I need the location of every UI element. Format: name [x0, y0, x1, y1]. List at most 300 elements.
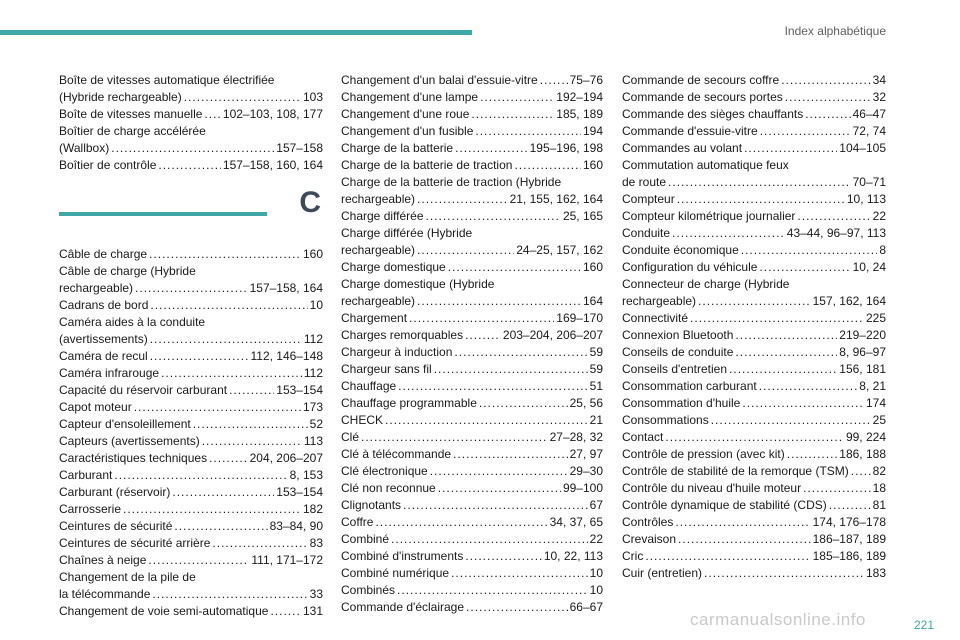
index-entry-label: Changement d'une roue: [341, 107, 470, 121]
index-entry-line: [622, 123, 886, 140]
index-entry-pages: 10: [589, 583, 603, 597]
index-group-c: [59, 246, 323, 620]
index-entry-pages: 32: [872, 90, 886, 104]
index-entry: [341, 361, 603, 378]
index-entry-label: Contrôle dynamique de stabilité (CDS): [622, 498, 827, 512]
index-entry-pages: 34: [872, 73, 886, 87]
dot-leader: [479, 395, 568, 412]
index-entry: [59, 416, 323, 433]
index-entry-pages: 173: [302, 400, 323, 414]
index-entry-line: [341, 191, 603, 208]
index-entry-line: [341, 565, 603, 582]
index-entry-line: [59, 348, 323, 365]
index-entry-pages: 225: [865, 311, 886, 325]
index-entry-label: Charge de la batterie: [341, 141, 454, 155]
dot-leader: [212, 535, 307, 552]
index-entry-pages: 8, 153: [289, 468, 323, 482]
dot-leader: [805, 106, 850, 123]
index-entry-line: [59, 140, 323, 157]
index-entry: [59, 399, 323, 416]
index-entry: [341, 225, 603, 259]
index-entry: [622, 514, 886, 531]
section-rule: [59, 212, 267, 216]
index-entry-line: [59, 246, 323, 263]
index-entry: [622, 446, 886, 463]
index-entry-pages: 219–220: [839, 328, 886, 342]
index-entry-pages: 183: [865, 566, 886, 580]
index-entry-label: Capteur d'ensoleillement: [59, 417, 191, 431]
index-entry-label: Contrôle du niveau d'huile moteur: [622, 481, 802, 495]
index-entry-pages: 195–196, 198: [529, 141, 603, 155]
dot-leader: [475, 123, 581, 140]
index-entry-pages: 70–71: [852, 175, 886, 189]
index-entry-line: [622, 446, 886, 463]
index-entry: [59, 552, 323, 569]
index-entry: [622, 344, 886, 361]
index-entry-line: [341, 514, 603, 531]
index-entry-line: [341, 497, 603, 514]
index-entry-pages: 24–25, 157, 162: [516, 243, 603, 257]
index-entry-pages: 99–100: [562, 481, 603, 495]
dot-leader: [150, 348, 249, 365]
dot-leader: [385, 412, 588, 429]
index-entry-label: Capot moteur: [59, 400, 132, 414]
index-entry-line: [341, 582, 603, 599]
index-entry-pages: 22: [589, 532, 603, 546]
dot-leader: [803, 480, 871, 497]
index-entry: [59, 569, 323, 603]
index-entry: [341, 582, 603, 599]
dot-leader: [645, 548, 810, 565]
index-entry-line: [341, 429, 603, 446]
index-entry: [341, 599, 603, 616]
index-entry: [59, 157, 323, 174]
dot-leader: [174, 518, 267, 535]
index-entry: [341, 140, 603, 157]
index-entry-line: [622, 225, 886, 242]
index-entry-pages: 8, 96–97: [839, 345, 886, 359]
index-entry-line: [622, 412, 886, 429]
index-entry: [341, 259, 603, 276]
dot-leader: [451, 565, 588, 582]
index-entry-pages: 75–76: [569, 73, 603, 87]
dot-leader: [398, 378, 587, 395]
index-column-3: [622, 72, 886, 582]
dot-leader: [403, 497, 588, 514]
index-entry-label: Chargeur sans fil: [341, 362, 432, 376]
dot-leader: [453, 446, 568, 463]
dot-leader: [134, 399, 301, 416]
dot-leader: [123, 501, 301, 518]
index-entry-line: [341, 157, 603, 174]
index-entry-pages: 59: [589, 362, 603, 376]
dot-leader: [202, 433, 302, 450]
index-entry: [622, 276, 886, 310]
index-entry-label: Charges remorquables: [341, 328, 464, 342]
index-entry-label: (avertissements): [59, 332, 148, 346]
dot-leader: [229, 382, 274, 399]
watermark: carmanualsonline.info: [690, 610, 866, 629]
index-entry: [59, 263, 323, 297]
index-entry: [59, 365, 323, 382]
index-entry-label-line: Changement de la pile de: [59, 570, 196, 584]
index-entry-line: [341, 72, 603, 89]
index-entry-pages: 112, 146–148: [250, 349, 323, 363]
index-entry: [622, 412, 886, 429]
index-entry-label: Commande de secours portes: [622, 90, 783, 104]
index-entry-label: Connectivité: [622, 311, 689, 325]
dot-leader: [760, 123, 851, 140]
index-entry-line: [341, 463, 603, 480]
index-entry-pages: 10: [309, 298, 323, 312]
index-entry-pages: 29–30: [569, 464, 603, 478]
index-entry-pages: 72, 74: [852, 124, 886, 138]
index-entry: [341, 565, 603, 582]
index-entry-pages: 204, 206–207: [249, 451, 323, 465]
index-entry-pages: 160: [582, 158, 603, 172]
dot-leader: [759, 259, 850, 276]
dot-leader: [711, 412, 871, 429]
dot-leader: [409, 310, 554, 327]
index-entry-line: [622, 174, 886, 191]
index-entry-line: [59, 518, 323, 535]
index-entry-line: [622, 259, 886, 276]
index-entry-label: Chaînes à neige: [59, 553, 147, 567]
index-entry-pages: 111, 171–172: [251, 553, 323, 567]
index-entry-label: Changement d'une lampe: [341, 90, 479, 104]
dot-leader: [744, 140, 837, 157]
index-entry: [622, 225, 886, 242]
page-number: 221: [913, 618, 934, 632]
dot-leader: [741, 242, 878, 259]
index-entry-pages: 153–154: [276, 383, 323, 397]
index-entry-label: Conseils d'entretien: [622, 362, 728, 376]
index-entry-line: [341, 531, 603, 548]
index-entry: [341, 463, 603, 480]
dot-leader: [480, 89, 554, 106]
index-entry: [622, 480, 886, 497]
dot-leader: [704, 565, 864, 582]
index-entry-line: [59, 450, 323, 467]
index-entry-pages: 18: [872, 481, 886, 495]
index-entry: [622, 106, 886, 123]
index-entry-pages: 103: [302, 90, 323, 104]
dot-leader: [448, 259, 581, 276]
dot-leader: [397, 582, 588, 599]
dot-leader: [471, 106, 554, 123]
index-entry-line: [341, 599, 603, 616]
index-entry-pages: 10: [589, 566, 603, 580]
index-entry-line: [622, 242, 886, 259]
dot-leader: [417, 191, 508, 208]
index-entry-pages: 43–44, 96–97, 113: [786, 226, 886, 240]
dot-leader: [438, 480, 561, 497]
index-entry-pages: 27, 97: [569, 447, 603, 461]
index-entry-line: [622, 378, 886, 395]
index-entry-line: [622, 361, 886, 378]
section-letter: C: [299, 186, 321, 219]
index-entry-label-line: Boîte de vitesses automatique électrifiée: [59, 73, 275, 87]
index-entry-line: [622, 531, 886, 548]
index-entry-pages: 10, 113: [846, 192, 886, 206]
index-entry: [59, 433, 323, 450]
index-entry-line: [341, 140, 603, 157]
dot-leader: [152, 586, 307, 603]
dot-leader: [781, 72, 870, 89]
index-entry-line: [622, 514, 886, 531]
dot-leader: [426, 208, 561, 225]
index-entry-line: [341, 123, 603, 140]
index-entry-label: Crevaison: [622, 532, 677, 546]
index-entry-line: [341, 395, 603, 412]
index-entry: [622, 395, 886, 412]
index-entry-label-line: Caméra aides à la conduite: [59, 315, 206, 329]
index-entry-label: Conduite économique: [622, 243, 739, 257]
index-entry-label: de route: [622, 175, 667, 189]
index-entry: [622, 531, 886, 548]
index-entry-line: [59, 399, 323, 416]
index-entry-label: rechargeable): [341, 243, 416, 257]
index-entry-label: Clignotants: [341, 498, 402, 512]
index-entry-label: Changement de voie semi-automatique: [59, 604, 269, 618]
index-entry-line: [59, 89, 323, 106]
index-entry-label: rechargeable): [59, 281, 134, 295]
index-entry-label: Commande des sièges chauffants: [622, 107, 804, 121]
index-entry-label-line: Charge domestique (Hybride: [341, 277, 495, 291]
index-entry-line: [59, 331, 323, 348]
index-entry-label: Combiné: [341, 532, 390, 546]
index-entry-pages: 67: [589, 498, 603, 512]
index-entry-pages: 34, 37, 65: [549, 515, 603, 529]
index-entry-label: Coffre: [341, 515, 374, 529]
index-entry-pages: 169–170: [556, 311, 603, 325]
index-entry-pages: 33: [309, 587, 323, 601]
index-entry-line: [341, 480, 603, 497]
dot-leader: [698, 293, 811, 310]
index-entry-pages: 66–67: [569, 600, 603, 614]
index-entry: [59, 467, 323, 484]
index-entry-line: [59, 297, 323, 314]
index-entry-pages: 174: [865, 396, 886, 410]
index-entry-label: la télécommande: [59, 587, 151, 601]
index-entry-line: [59, 365, 323, 382]
dot-leader: [514, 157, 581, 174]
index-entry: [59, 518, 323, 535]
dot-leader: [787, 446, 838, 463]
index-entry-line: [59, 157, 323, 174]
index-entry-pages: 164: [582, 294, 603, 308]
index-entry-label: Compteur kilométrique journalier: [622, 209, 796, 223]
index-entry-pages: 192–194: [556, 90, 603, 104]
dot-leader: [111, 140, 274, 157]
index-entry-label: Connexion Bluetooth: [622, 328, 734, 342]
section-header-c: [59, 186, 323, 246]
index-entry-line: [341, 89, 603, 106]
index-entry-pages: 153–154: [276, 485, 323, 499]
index-entry-label: Caméra infrarouge: [59, 366, 160, 380]
index-entry-line: [59, 501, 323, 518]
index-entry-label: Cadrans de bord: [59, 298, 149, 312]
index-entry-label: Capacité du réservoir carburant: [59, 383, 228, 397]
dot-leader: [391, 531, 588, 548]
index-entry-line: [622, 293, 886, 310]
index-entry-pages: 160: [302, 247, 323, 261]
index-entry: [341, 514, 603, 531]
dot-leader: [665, 429, 844, 446]
dot-leader: [454, 344, 587, 361]
index-entry-line: [341, 412, 603, 429]
index-entry-line: [622, 565, 886, 582]
index-entry-label: Caméra de recul: [59, 349, 148, 363]
index-entry-label: Capteurs (avertissements): [59, 434, 200, 448]
index-entry: [341, 208, 603, 225]
index-entry-label: Commande de secours coffre: [622, 73, 780, 87]
index-entry: [59, 603, 323, 620]
index-entry: [341, 157, 603, 174]
index-entry: [59, 484, 323, 501]
index-entry-pages: 52: [309, 417, 323, 431]
index-entry-label: Consommation d'huile: [622, 396, 741, 410]
index-entry: [341, 412, 603, 429]
index-entry-label: Boîtier de contrôle: [59, 158, 157, 172]
index-entry-pages: 99, 224: [845, 430, 886, 444]
index-entry-label-line: Câble de charge (Hybride: [59, 264, 196, 278]
index-entry-line: [59, 416, 323, 433]
dot-leader: [742, 395, 864, 412]
index-entry: [341, 310, 603, 327]
index-entry-pages: 157–158, 164: [249, 281, 323, 295]
index-entry: [341, 344, 603, 361]
index-entry-pages: 194: [582, 124, 603, 138]
index-entry-label-line: Charge différée (Hybride: [341, 226, 473, 240]
index-entry: [341, 531, 603, 548]
index-entry-pages: 22: [872, 209, 886, 223]
index-entry: [622, 310, 886, 327]
index-entry-line: [341, 242, 603, 259]
dot-leader: [135, 280, 248, 297]
index-entry-label-line: Charge de la batterie de traction (Hybride: [341, 175, 562, 189]
index-entry-label: Clé non reconnue: [341, 481, 436, 495]
index-entry: [341, 106, 603, 123]
index-entry-pages: 21: [589, 413, 603, 427]
index-entry-line: [341, 548, 603, 565]
index-entry: [622, 378, 886, 395]
index-entry-label: Contrôle de stabilité de la remorque (TSM): [622, 464, 849, 478]
dot-leader: [759, 378, 858, 395]
dot-leader: [735, 327, 837, 344]
dot-leader: [150, 331, 302, 348]
index-entry-label: Changement d'un fusible: [341, 124, 474, 138]
index-entry-line: [59, 433, 323, 450]
index-entry-label: CHECK: [341, 413, 384, 427]
index-entry-line: [341, 446, 603, 463]
index-entry-label: Clé: [341, 430, 360, 444]
index-entry-line: [59, 586, 323, 603]
index-group-b: [59, 72, 323, 174]
index-entry-label: Chauffage: [341, 379, 397, 393]
index-entry-pages: 82: [872, 464, 886, 478]
index-entry: [622, 548, 886, 565]
index-entry-pages: 157, 162, 164: [812, 294, 886, 308]
index-entry-pages: 21, 155, 162, 164: [509, 192, 603, 206]
index-entry-label: Clé électronique: [341, 464, 428, 478]
dot-leader: [193, 416, 308, 433]
index-entry-pages: 46–47: [852, 107, 886, 121]
index-entry: [341, 446, 603, 463]
index-entry-line: [622, 344, 886, 361]
index-column-1: [59, 72, 323, 620]
index-entry-pages: 104–105: [839, 141, 886, 155]
index-entry: [59, 314, 323, 348]
index-entry: [341, 123, 603, 140]
index-entry-line: [622, 89, 886, 106]
index-entry: [622, 497, 886, 514]
index-entry-label: Charge de la batterie de traction: [341, 158, 513, 172]
index-entry: [341, 429, 603, 446]
index-entry-label: Chargeur à induction: [341, 345, 453, 359]
index-entry-pages: 83: [309, 536, 323, 550]
index-entry: [622, 242, 886, 259]
index-entry-line: [341, 378, 603, 395]
index-entry: [59, 72, 323, 106]
index-entry: [59, 535, 323, 552]
dot-leader: [148, 552, 249, 569]
index-entry-label: Chauffage programmable: [341, 396, 477, 410]
dot-leader: [375, 514, 547, 531]
dot-leader: [851, 463, 871, 480]
index-entry-label: Chargement: [341, 311, 408, 325]
index-entry-line: [341, 327, 603, 344]
index-entry: [59, 123, 323, 157]
index-entry-line: [622, 395, 886, 412]
dot-leader: [455, 140, 528, 157]
index-entry-pages: 25, 56: [569, 396, 603, 410]
index-entry-pages: 113: [303, 434, 323, 448]
dot-leader: [430, 463, 568, 480]
index-entry-label: Cric: [622, 549, 644, 563]
index-entry-pages: 112: [303, 332, 323, 346]
index-entry: [622, 157, 886, 191]
index-entry-label-line: Commutation automatique feux: [622, 158, 789, 172]
index-entry-label: Cuir (entretien): [622, 566, 703, 580]
dot-leader: [417, 242, 514, 259]
index-entry: [341, 174, 603, 208]
index-entry-pages: 174, 176–178: [812, 515, 886, 529]
dot-leader: [150, 297, 307, 314]
dot-leader: [158, 157, 221, 174]
index-entry-pages: 27–28, 32: [549, 430, 603, 444]
index-entry-line: [59, 484, 323, 501]
index-entry-pages: 25, 165: [562, 209, 603, 223]
index-entry-label: Boîte de vitesses manuelle: [59, 107, 203, 121]
dot-leader: [785, 89, 871, 106]
index-entry-pages: 156, 181: [839, 362, 886, 376]
index-entry: [341, 395, 603, 412]
index-entry: [341, 497, 603, 514]
index-entry-pages: 81: [872, 498, 886, 512]
index-entry-line: [622, 548, 886, 565]
index-entry: [341, 480, 603, 497]
index-entry-line: [622, 480, 886, 497]
dot-leader: [729, 361, 837, 378]
index-entry-line: [622, 497, 886, 514]
index-entry-label: Clé à télécommande: [341, 447, 452, 461]
index-entry-line: [59, 603, 323, 620]
index-entry-line: [341, 208, 603, 225]
index-entry: [622, 327, 886, 344]
index-column-2: [341, 72, 603, 616]
index-entry-label: Commande d'éclairage: [341, 600, 465, 614]
